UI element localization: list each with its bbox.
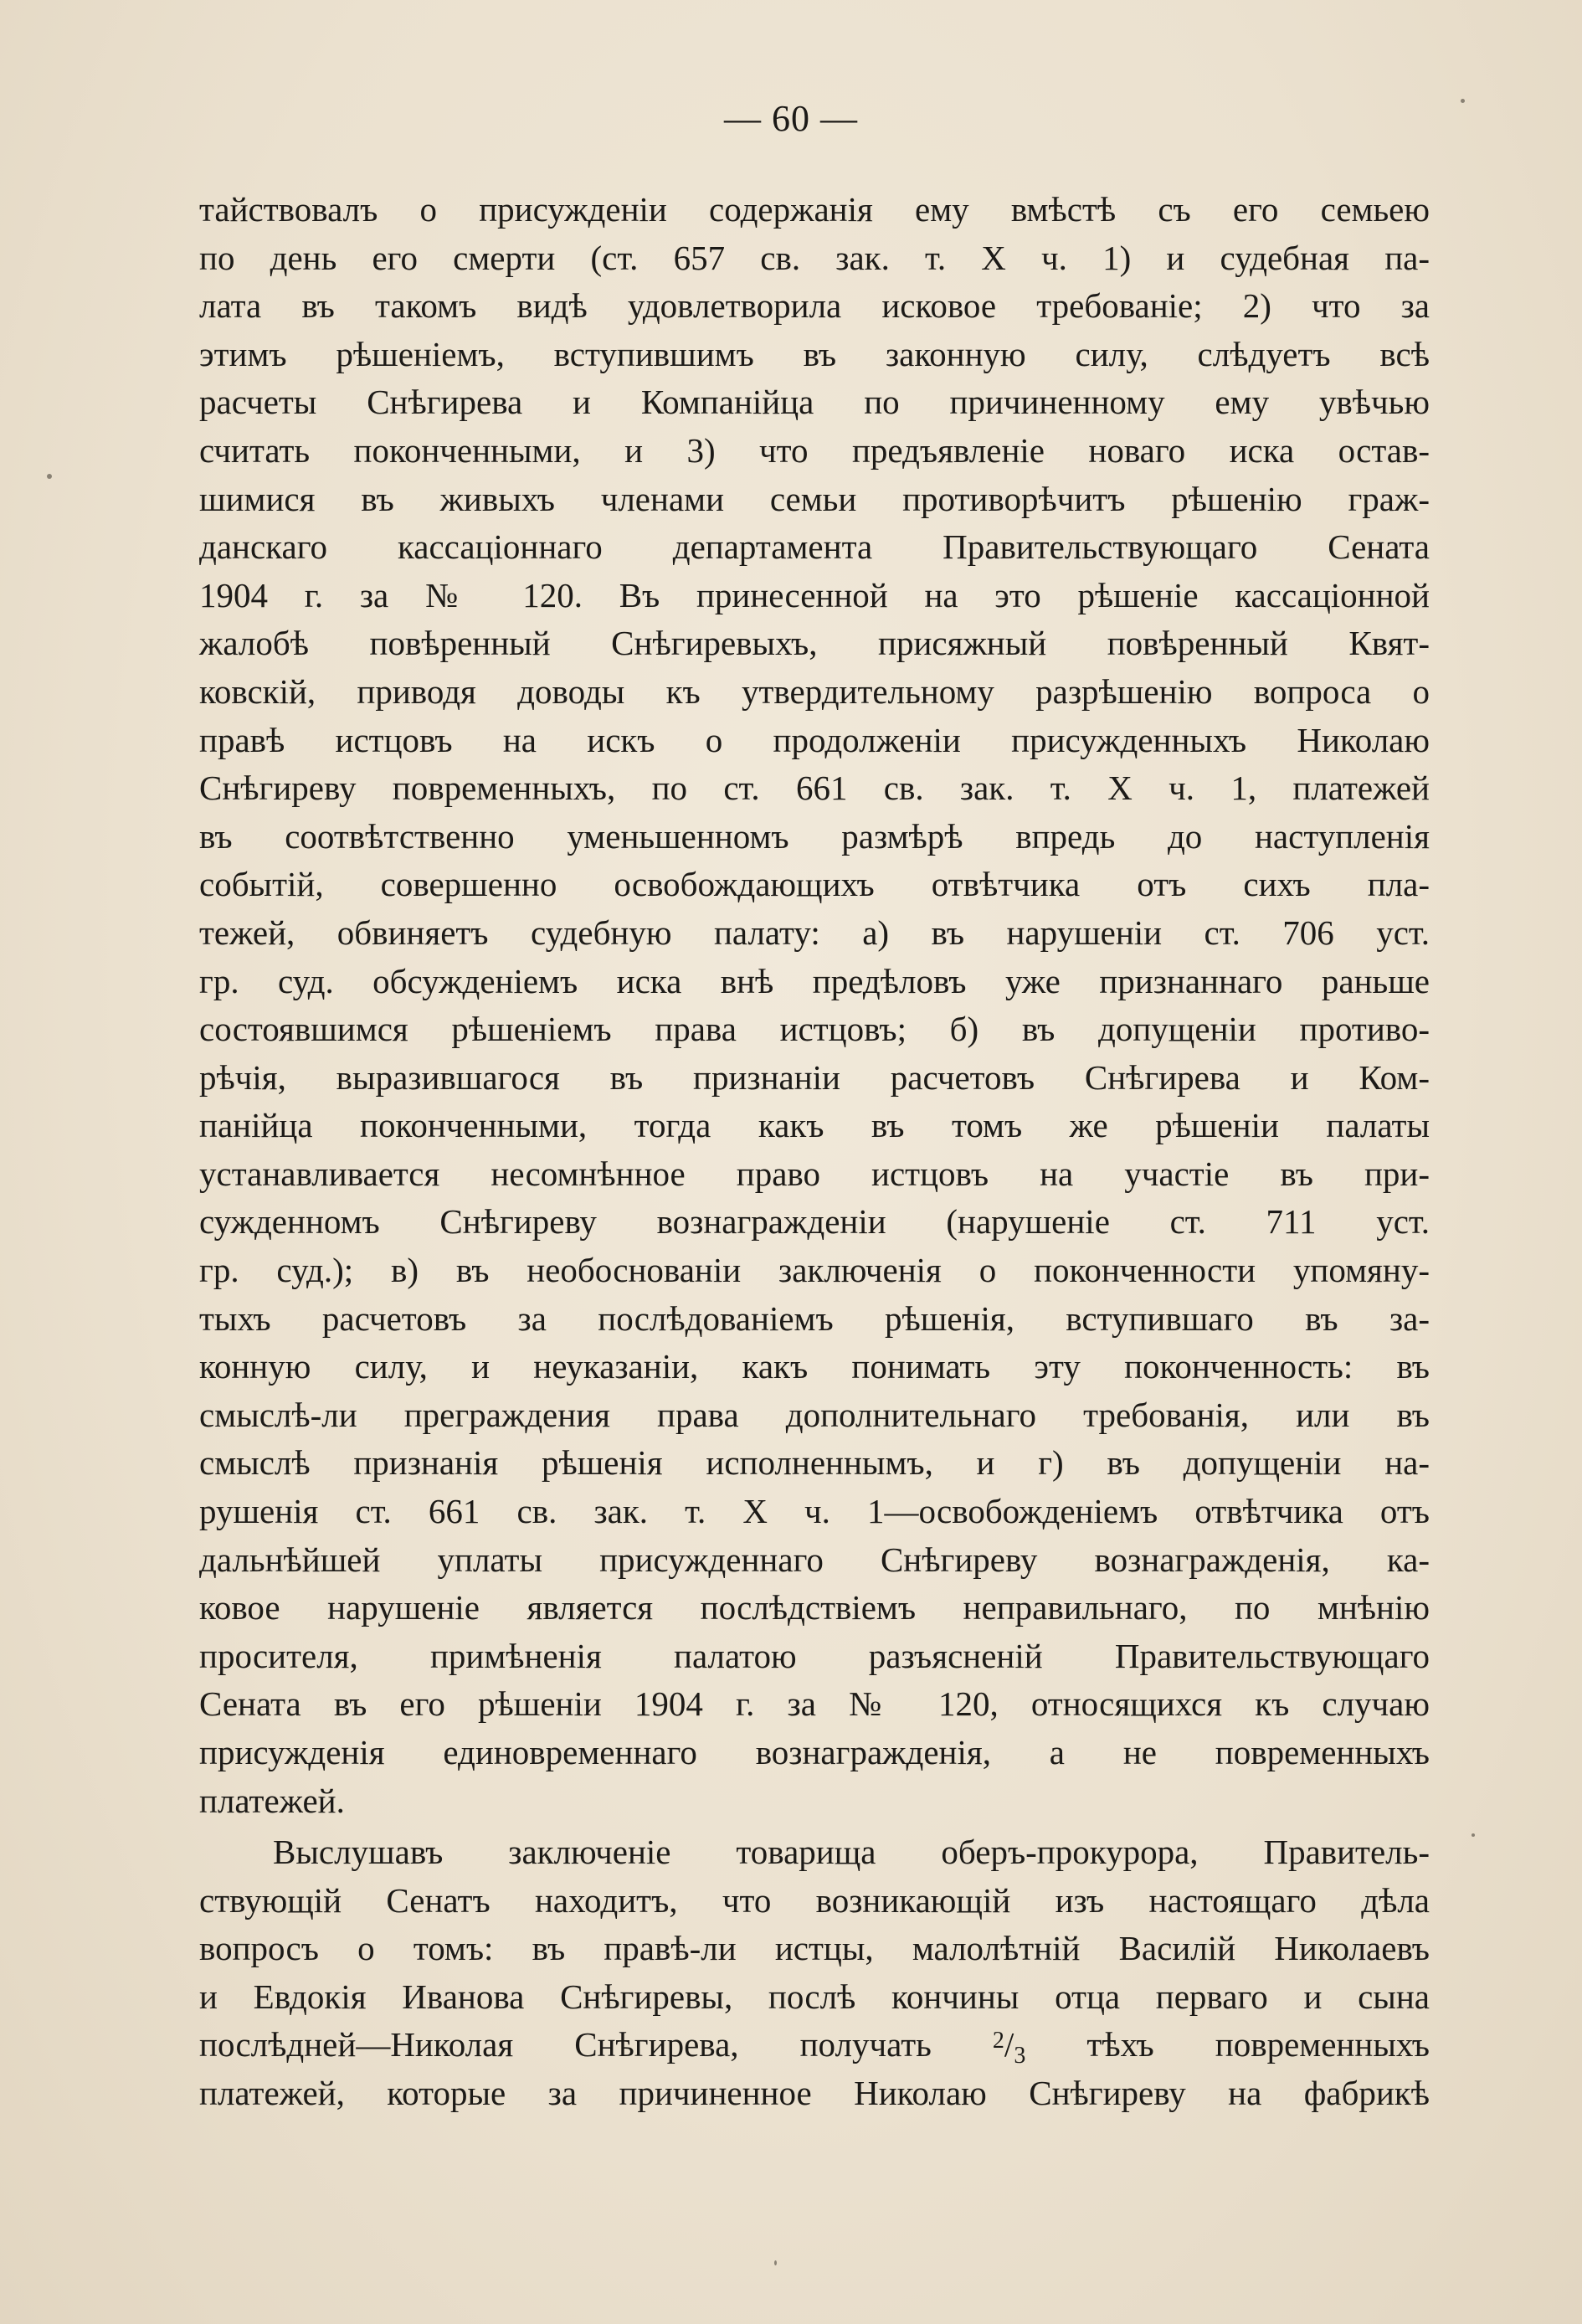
text-line: тайствовалъ о присужденіи содержанія ему вмѣстѣ съ его семьею — [199, 190, 1430, 229]
text-line-with-fraction — [199, 2021, 1430, 2069]
text-line: смыслѣ-ли преграждения права дополнительнаго требованія, или въ — [199, 1395, 1430, 1434]
text-line: вопросъ о томъ: въ правѣ-ли истцы, малолѣтній Василій Николаевъ — [199, 1929, 1430, 1968]
text-line: Снѣгиреву повременныхъ, по ст. 661 св. зак. т. X ч. 1, платежей — [199, 769, 1430, 808]
text-line: присужденія единовременнаго вознагражденія, а не повременныхъ — [199, 1733, 1430, 1771]
text-line: тежей, обвиняетъ судебную палату: а) въ нарушеніи ст. 706 уст. — [199, 913, 1430, 952]
text-line: тыхъ расчетовъ за послѣдованіемъ рѣшенія, вступившаго въ за- — [199, 1298, 1430, 1338]
text-line: Сената въ его рѣшеніи 1904 г. за № 120, относящихся къ случаю — [199, 1684, 1430, 1724]
text-line: по день его смерти (ст. 657 св. зак. т. X ч. 1) и судебная па- — [199, 238, 1430, 277]
paragraph-1 — [199, 186, 1430, 1825]
text-line: просителя, примѣненія палатою разъясненій Правительствующаго — [199, 1636, 1430, 1675]
fraction-numerator: 2 — [992, 2028, 1004, 2054]
text-line: ковое нарушеніе является послѣдствіемъ неправильнаго, по мнѣнію — [199, 1588, 1430, 1627]
text-line: шимися въ живыхъ членами семьи противорѣчитъ рѣшенію граж- — [199, 479, 1430, 518]
text-line: жалобѣ повѣренный Снѣгиревыхъ, присяжный повѣренный Квят- — [199, 624, 1430, 663]
text-line: платежей. — [199, 1781, 345, 1820]
text-before-fraction: послѣдней—Николая Снѣгирева, получать — [199, 2025, 932, 2064]
text-line: состоявшимся рѣшеніемъ права истцовъ; б) въ допущеніи противо- — [199, 1010, 1430, 1049]
text-line: панійца поконченными, тогда какъ въ томъ же рѣшеніи палаты — [199, 1106, 1430, 1145]
paper-speck — [1472, 1833, 1475, 1837]
text-line: ствующій Сенатъ находитъ, что возникающій изъ настоящаго дѣла — [199, 1880, 1430, 1920]
text-line: лата въ такомъ видѣ удовлетворила исковое требованіе; 2) что за — [199, 286, 1430, 326]
fraction-slash: / — [1004, 2025, 1014, 2064]
text-line: Выслушавъ заключеніе товарища оберъ-прокурора, Правитель- — [273, 1833, 1430, 1871]
text-line: устанавливается несомнѣнное право истцовъ на участіе въ при- — [199, 1154, 1430, 1193]
paper-speck — [47, 474, 52, 479]
text-line: дальнѣйшей уплаты присужденнаго Снѣгиреву вознагражденія, ка- — [199, 1540, 1430, 1579]
text-line: рѣчія, выразившагося въ признаніи расчетовъ Снѣгирева и Ком- — [199, 1057, 1430, 1097]
text-line: расчеты Снѣгирева и Компанійца по причиненному ему увѣчью — [199, 383, 1430, 422]
text-line: событій, совершенно освобождающихъ отвѣтчика отъ сихъ пла- — [199, 865, 1430, 904]
paper-speck — [774, 2260, 777, 2265]
fraction-denominator: 3 — [1014, 2043, 1026, 2069]
text-line: гр. суд.); в) въ необоснованіи заключенія о поконченности упомяну- — [199, 1251, 1430, 1290]
text-line: считать поконченными, и 3) что предъявленіе новаго иска остав- — [199, 430, 1430, 470]
text-line: правѣ истцовъ на искъ о продолженіи присужденныхъ Николаю — [199, 720, 1430, 759]
text-after-fraction: тѣхъ повременныхъ — [1025, 2025, 1430, 2064]
text-line: этимъ рѣшеніемъ, вступившимъ въ законную силу, слѣдуетъ всѣ — [199, 334, 1430, 373]
page-number: — 60 — — [724, 98, 858, 139]
text-line: гр. суд. обсужденіемъ иска внѣ предѣловъ уже признаннаго раньше — [199, 961, 1430, 1000]
paper-speck — [1461, 99, 1465, 103]
paragraph-2 — [199, 1828, 1430, 2118]
text-line: въ соотвѣтственно уменьшенномъ размѣрѣ впредь до наступленія — [199, 816, 1430, 856]
text-line: 1904 г. за № 120. Въ принесенной на это рѣшеніе кассаціонной — [199, 575, 1430, 614]
text-line: конную силу, и неуказаніи, какъ понимать эту поконченность: въ — [199, 1347, 1430, 1386]
text-line: данскаго кассаціоннаго департамента Правительствующаго Сената — [199, 527, 1430, 567]
text-line: ковскій, приводя доводы къ утвердительному разрѣшенію вопроса о — [199, 671, 1430, 711]
text-line: сужденномъ Снѣгиреву вознагражденіи (нарушеніе ст. 711 уст. — [199, 1202, 1430, 1242]
text-line: смыслѣ признанія рѣшенія исполненнымъ, и г) въ допущеніи на- — [199, 1443, 1430, 1483]
text-line: рушенія ст. 661 св. зак. т. X ч. 1—освобожденіемъ отвѣтчика отъ — [199, 1492, 1430, 1531]
text-line: и Евдокія Иванова Снѣгиревы, послѣ кончины отца перваго и сына — [199, 1977, 1430, 2016]
text-line: платежей, которые за причиненное Николаю Снѣгиреву на фабрикѣ — [199, 2073, 1430, 2112]
